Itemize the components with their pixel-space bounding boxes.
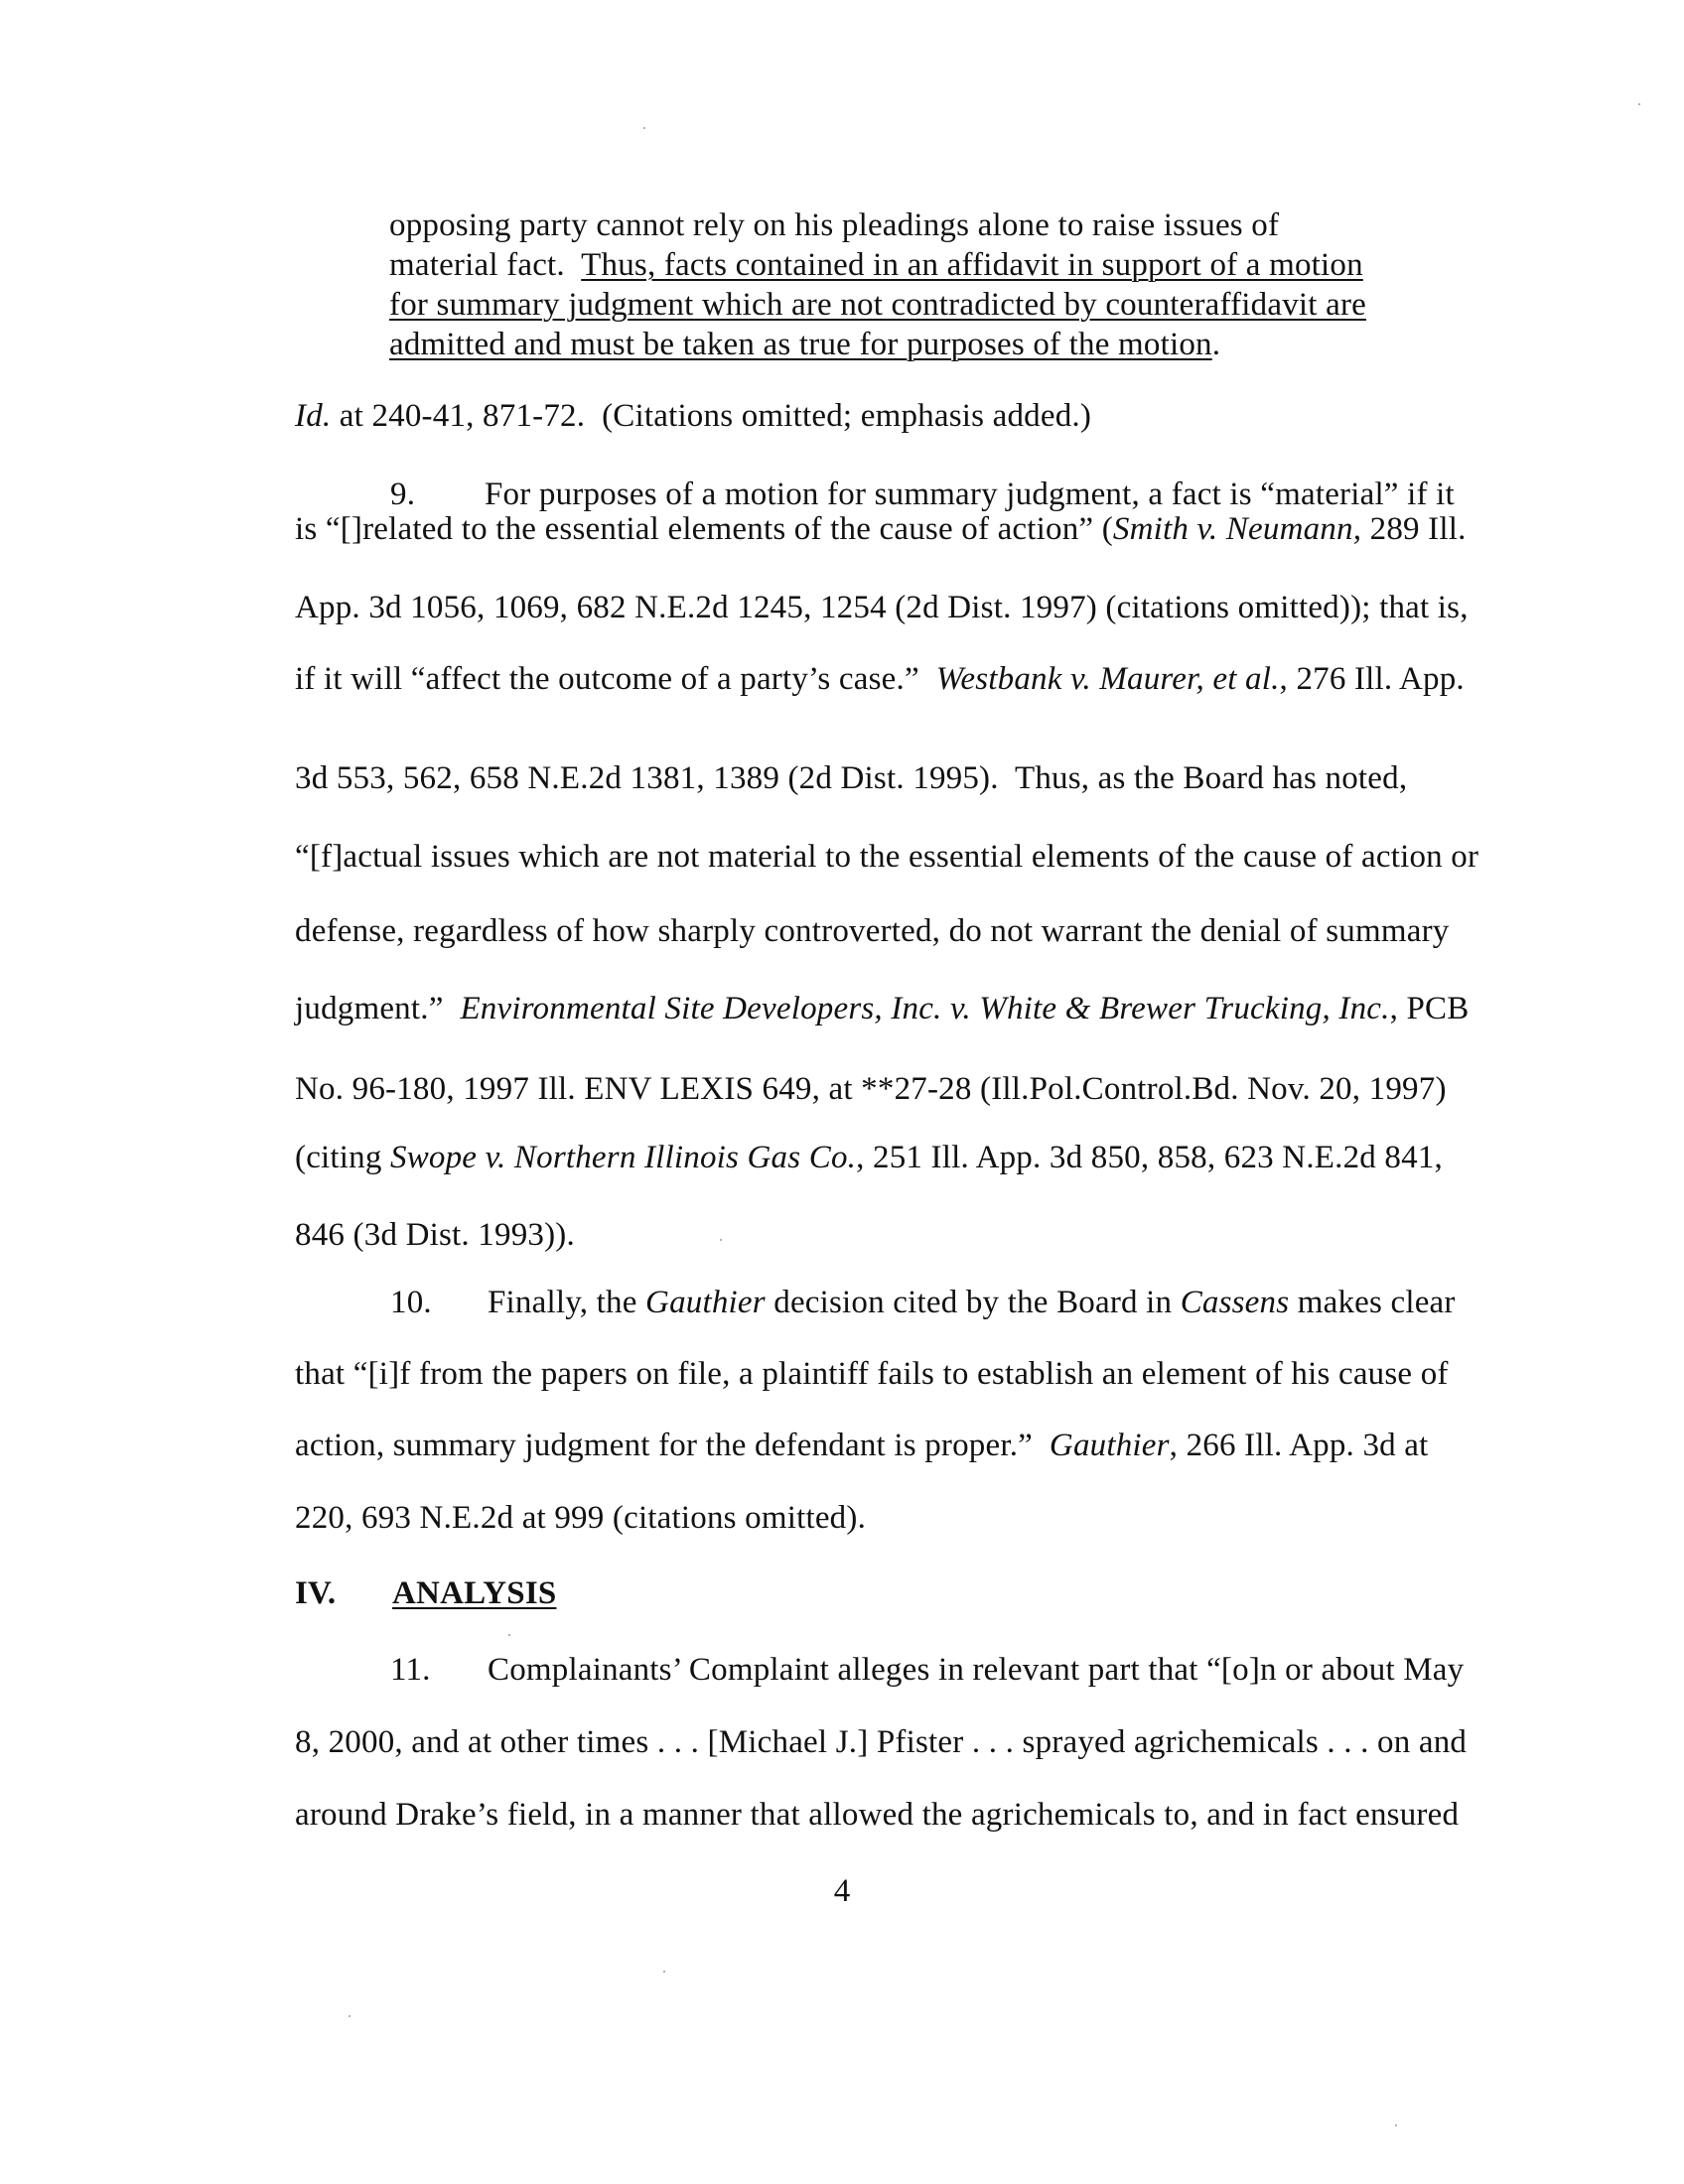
paragraph-text: around Drake’s field, in a manner that allowed the agrichemicals to, and in fact ensured [295, 1797, 1460, 1833]
paragraph-line [295, 1795, 1459, 1835]
citation-text: at 240-41, 871-72. (Citations omitted; emphasis added.) [331, 398, 1092, 434]
paragraph-text: that “[i]f from the papers on file, a plaintiff fails to establish an element of his cause of [295, 1356, 1449, 1392]
paragraph-line [390, 1650, 1464, 1690]
paragraph-text: makes clear [1289, 1285, 1456, 1320]
paragraph-line [295, 659, 1465, 699]
paragraph-text: Finally, the [488, 1285, 646, 1320]
scan-speck [663, 1971, 665, 1973]
paragraph-line [295, 1138, 1443, 1177]
quote-text: . [1211, 327, 1221, 362]
section-numeral: IV. [295, 1575, 337, 1611]
scan-speck [1395, 2124, 1397, 2126]
paragraph-text: if it will “affect the outcome of a party’s case.” [295, 661, 936, 697]
paragraph-text: For purposes of a motion for summary judgment, a fact is “material” if it [485, 477, 1455, 512]
paragraph-line [295, 1215, 575, 1255]
paragraph-text: is “[]related to the essential elements of the cause of action” ( [295, 511, 1113, 547]
case-name: Swope v. Northern Illinois Gas Co. [390, 1140, 857, 1175]
paragraph-line [390, 1283, 1456, 1322]
paragraph-line [295, 588, 1469, 627]
paragraph-text: , 251 Ill. App. 3d 850, 858, 623 N.E.2d 841, [856, 1140, 1443, 1175]
paragraph-number: 11. [390, 1652, 431, 1688]
paragraph-text: 846 (3d Dist. 1993)). [295, 1217, 575, 1253]
case-name: Cassens [1180, 1285, 1290, 1320]
scan-speck [1638, 103, 1640, 105]
paragraph-text: Complainants’ Complaint alleges in relevant part that “[o]n or about May [488, 1652, 1465, 1688]
paragraph-line [295, 1722, 1467, 1762]
paragraph-text: (citing [295, 1140, 390, 1175]
paragraph-number: 10. [390, 1285, 432, 1320]
paragraph-text: App. 3d 1056, 1069, 682 N.E.2d 1245, 1254 (2d Dist. 1997) (citations omitted)); that is, [295, 590, 1469, 625]
scan-speck [720, 1239, 722, 1241]
paragraph-line [295, 911, 1449, 951]
paragraph-text: 289 Ill. [1361, 511, 1467, 547]
quote-emphasis: Thus, facts contained in an affidavit in support of a motion [581, 247, 1363, 283]
paragraph-line [295, 509, 1467, 549]
quote-emphasis: for summary judgment which are not contradicted by counteraffidavit are [389, 287, 1366, 323]
paragraph-text: 220, 693 N.E.2d at 999 (citations omitted). [295, 1500, 867, 1536]
quote-text: opposing party cannot rely on his pleadings alone to raise issues of [389, 207, 1280, 243]
paragraph-text: judgment.” [295, 991, 461, 1026]
block-quote-line [389, 205, 1279, 245]
paragraph-text: “[f]actual issues which are not material to the essential elements of the cause of action or [295, 839, 1479, 875]
citation-id: Id. [295, 398, 332, 434]
block-quote-line [389, 285, 1366, 325]
citation-line [295, 396, 1091, 436]
paragraph-line [390, 475, 1455, 514]
quote-text: material fact. [389, 247, 582, 283]
scan-speck [508, 1634, 510, 1636]
paragraph-text: action, summary judgment for the defendant is proper.” [295, 1428, 1050, 1463]
paragraph-text: , 276 Ill. App. [1279, 661, 1465, 697]
paragraph-line [295, 837, 1478, 877]
paragraph-text: 8, 2000, and at other times . . . [Michael J.] Pfister . . . sprayed agrichemicals . . . on and [295, 1724, 1468, 1760]
scan-speck [349, 2015, 351, 2017]
block-quote-line [389, 245, 1363, 285]
paragraph-text: defense, regardless of how sharply controverted, do not warrant the denial of summary [295, 913, 1450, 949]
section-heading [295, 1573, 556, 1613]
paragraph-line [295, 1498, 866, 1538]
paragraph-text: , PCB [1389, 991, 1470, 1026]
block-quote-line [389, 325, 1220, 364]
case-name: Smith v. Neumann, [1112, 511, 1362, 547]
case-name: Gauthier [1049, 1428, 1170, 1463]
case-name: Gauthier [645, 1285, 766, 1320]
section-title: ANALYSIS [392, 1575, 557, 1611]
case-name: Environmental Site Developers, Inc. v. White & Brewer Trucking, Inc. [460, 991, 1390, 1026]
case-name: Westbank v. Maurer, et al. [935, 661, 1280, 697]
scan-speck [643, 127, 645, 129]
paragraph-text: No. 96-180, 1997 Ill. ENV LEXIS 649, at **27-28 (Ill.Pol.Control.Bd. Nov. 20, 1997) [295, 1071, 1447, 1107]
paragraph-text: 3d 553, 562, 658 N.E.2d 1381, 1389 (2d Dist. 1995). Thus, as the Board has noted, [295, 760, 1408, 796]
paragraph-line [295, 989, 1469, 1028]
paragraph-line [295, 758, 1407, 798]
page-number: 4 [833, 1873, 851, 1909]
paragraph-line [295, 1069, 1447, 1109]
paragraph-line [295, 1354, 1449, 1394]
quote-emphasis: admitted and must be taken as true for purposes of the motion [389, 327, 1212, 362]
paragraph-line [295, 1426, 1429, 1465]
paragraph-text: decision cited by the Board in [765, 1285, 1181, 1320]
paragraph-text: , 266 Ill. App. 3d at [1169, 1428, 1429, 1463]
paragraph-number: 9. [390, 477, 416, 512]
